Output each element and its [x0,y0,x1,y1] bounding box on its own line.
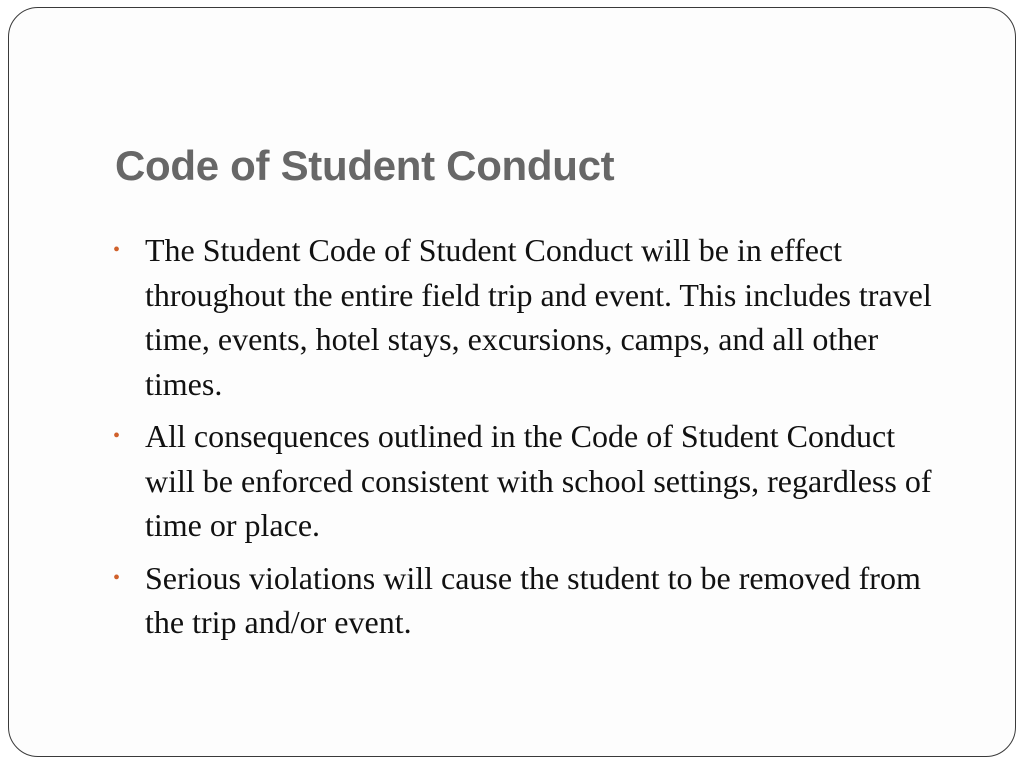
bullet-text: All consequences outlined in the Code of Student Conduct will be enforced consistent with school settings, regardless of time or place. [145,418,932,543]
bullet-item [113,414,933,548]
bullet-icon: • [113,566,121,589]
bullet-item [113,556,933,645]
bullet-icon: • [113,425,121,447]
slide-title: Code of Student Conduct [115,142,615,189]
bullet-text: The Student Code of Student Conduct will be in effect throughout the entire field trip and event. This includes travel time, events, hotel stays, excursions, camps, and all other times. [145,232,932,402]
bullet-icon: • [113,239,121,261]
slide [8,7,1016,757]
bullet-text: Serious violations will cause the student to be removed from the trip and/or event. [145,559,921,640]
bullet-list [113,228,933,653]
bullet-item [113,228,933,406]
